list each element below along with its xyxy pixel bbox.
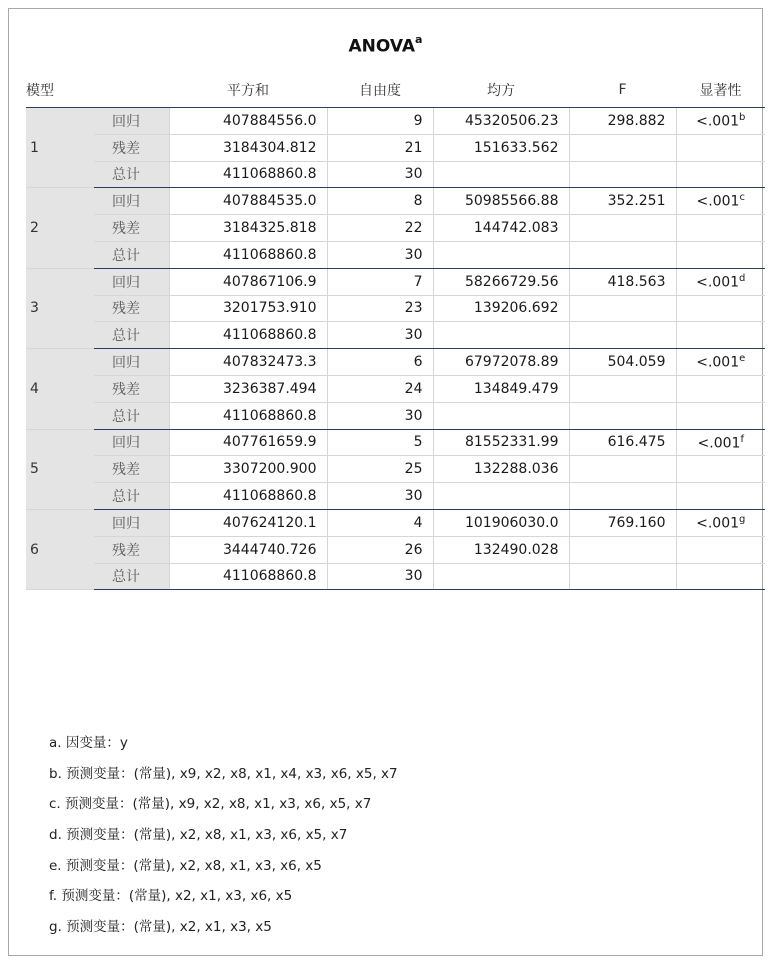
row-label [94,483,169,510]
footnote-item: d. 预测变量：(常量), x2, x8, x1, x3, x6, x5, x7 [49,827,348,844]
cell-sum-of-squares-text: 411068860.8 [222,327,317,344]
cell-mean-square-text: 139206.692 [473,300,559,317]
model-number [26,268,94,348]
cell-f-text: 504.059 [607,354,666,371]
table-row [26,429,765,456]
cell-f-text: 352.251 [607,193,666,210]
row-label [94,108,169,135]
cell-mean-square [433,402,569,429]
cell-sum-of-squares [169,161,327,188]
cell-sum-of-squares [169,536,327,563]
cell-f [569,375,676,402]
row-label [94,509,169,536]
cell-df [327,509,433,536]
cell-df-text: 24 [404,380,423,397]
cell-mean-square-text: 151633.562 [473,139,559,156]
cell-sum-of-squares [169,134,327,161]
cell-sum-of-squares-text: 407867106.9 [222,273,317,290]
cell-sum-of-squares [169,563,327,590]
cell-significance [676,215,765,242]
table-row [26,108,765,135]
title-footnote-marker: a [415,33,423,46]
cell-df [327,188,433,215]
cell-df-text: 30 [404,327,423,344]
cell-mean-square [433,295,569,322]
cell-sum-of-squares [169,188,327,215]
cell-mean-square [433,108,569,135]
significance-footnote-marker: e [739,353,746,365]
cell-significance [676,483,765,510]
header-f: F [569,72,676,108]
cell-mean-square-text: 132490.028 [473,541,559,558]
cell-df [327,456,433,483]
table-row [26,215,765,242]
cell-significance [676,268,765,295]
cell-significance [676,322,765,349]
cell-f [569,215,676,242]
row-label [94,241,169,268]
significance-footnote-marker: c [739,192,745,204]
cell-df-text: 5 [413,434,423,451]
cell-mean-square-text: 101906030.0 [464,514,559,531]
cell-mean-square-text: 144742.083 [473,220,559,237]
model-number-text: 3 [30,300,39,317]
cell-mean-square-text: 81552331.99 [464,434,559,451]
header-sum-of-squares: 平方和 [169,72,327,108]
cell-mean-square [433,563,569,590]
cell-significance [676,108,765,135]
cell-mean-square [433,322,569,349]
cell-mean-square [433,268,569,295]
header-model: 模型 [26,72,169,108]
cell-sum-of-squares [169,241,327,268]
cell-mean-square-text: 50985566.88 [464,193,559,210]
cell-df-text: 30 [404,166,423,183]
cell-df-text: 22 [404,220,423,237]
cell-sum-of-squares-text: 3307200.900 [222,461,317,478]
table-row [26,295,765,322]
cell-df [327,322,433,349]
row-label [94,161,169,188]
row-label [94,134,169,161]
cell-significance-text: <.001 [696,515,740,532]
cell-df-text: 9 [413,112,423,129]
cell-sum-of-squares [169,375,327,402]
cell-mean-square-text: 45320506.23 [464,112,559,129]
table-row [26,161,765,188]
row-label-text: 残差 [112,301,140,318]
cell-sum-of-squares [169,322,327,349]
table-row [26,241,765,268]
cell-mean-square [433,188,569,215]
cell-sum-of-squares-text: 407624120.1 [222,514,317,531]
row-label [94,456,169,483]
cell-significance-text: <.001 [696,113,740,130]
cell-df-text: 30 [404,568,423,585]
cell-f [569,268,676,295]
model-number [26,108,94,188]
model-number-text: 2 [30,220,39,237]
row-label-text: 回归 [112,515,140,532]
table-title-text: ANOVA [348,36,416,57]
cell-df [327,375,433,402]
row-label-text: 回归 [112,355,140,372]
header-df: 自由度 [327,72,433,108]
row-label [94,215,169,242]
model-number-text: 5 [30,461,39,478]
cell-significance [676,402,765,429]
cell-f [569,322,676,349]
cell-f [569,295,676,322]
cell-df [327,134,433,161]
cell-f-text: 769.160 [607,514,666,531]
cell-significance [676,375,765,402]
header-mean-square: 均方 [433,72,569,108]
cell-significance-text: <.001 [696,354,740,371]
cell-mean-square [433,349,569,376]
cell-significance [676,295,765,322]
cell-df-text: 30 [404,246,423,263]
row-label-text: 残差 [112,381,140,398]
cell-significance [676,536,765,563]
significance-footnote-marker: b [739,112,746,124]
cell-significance-text: <.001 [696,194,740,211]
footnote-item: b. 预测变量：(常量), x9, x2, x8, x1, x4, x3, x6, x5, x7 [49,765,398,782]
cell-sum-of-squares-text: 407884556.0 [222,112,317,129]
cell-significance [676,134,765,161]
row-label [94,375,169,402]
cell-mean-square-text: 67972078.89 [464,354,559,371]
cell-df-text: 4 [413,514,423,531]
footnotes [49,728,398,943]
cell-mean-square [433,536,569,563]
cell-sum-of-squares-text: 407884535.0 [222,193,317,210]
cell-sum-of-squares [169,215,327,242]
footnote-item: e. 预测变量：(常量), x2, x8, x1, x3, x6, x5 [49,857,322,874]
cell-sum-of-squares-text: 3184325.818 [222,220,317,237]
cell-significance [676,161,765,188]
cell-sum-of-squares [169,483,327,510]
row-label-text: 回归 [112,435,140,452]
table-row [26,268,765,295]
footnote-item: f. 预测变量：(常量), x2, x1, x3, x6, x5 [49,888,293,905]
cell-df-text: 6 [413,354,423,371]
footnote-item: a. 因变量：y [49,735,128,751]
model-number-text: 6 [30,541,39,558]
row-label [94,402,169,429]
cell-df [327,563,433,590]
cell-sum-of-squares [169,402,327,429]
table-row [26,456,765,483]
cell-sum-of-squares-text: 411068860.8 [222,407,317,424]
cell-df [327,536,433,563]
cell-df-text: 21 [404,139,423,156]
cell-df [327,402,433,429]
cell-f [569,402,676,429]
cell-df [327,349,433,376]
cell-mean-square [433,241,569,268]
cell-sum-of-squares-text: 3236387.494 [222,380,317,397]
cell-f-text: 418.563 [607,273,666,290]
cell-df-text: 25 [404,461,423,478]
table-row [26,188,765,215]
cell-sum-of-squares [169,108,327,135]
cell-f [569,134,676,161]
row-label [94,563,169,590]
cell-significance [676,456,765,483]
row-label-text: 残差 [112,462,140,479]
anova-table [26,72,765,590]
cell-significance-text: <.001 [696,274,740,291]
model-number [26,429,94,509]
cell-f [569,188,676,215]
row-label-text: 总计 [112,328,140,345]
cell-mean-square [433,509,569,536]
significance-footnote-marker: d [739,272,746,284]
model-number [26,509,94,589]
cell-df [327,215,433,242]
cell-sum-of-squares-text: 3444740.726 [222,541,317,558]
footnote-item: c. 预测变量：(常量), x9, x2, x8, x1, x3, x6, x5, x7 [49,796,372,813]
header-significance: 显著性 [676,72,765,108]
model-number [26,188,94,268]
cell-mean-square [433,483,569,510]
row-label [94,268,169,295]
cell-sum-of-squares [169,509,327,536]
cell-sum-of-squares-text: 3184304.812 [222,139,317,156]
cell-significance [676,563,765,590]
cell-df [327,161,433,188]
cell-sum-of-squares-text: 411068860.8 [222,246,317,263]
table-row [26,536,765,563]
row-label [94,536,169,563]
cell-df-text: 8 [413,193,423,210]
model-number-text: 4 [30,380,39,397]
cell-mean-square [433,375,569,402]
row-label [94,349,169,376]
cell-significance [676,429,765,456]
table-row [26,509,765,536]
table-row [26,375,765,402]
anova-output-frame [8,8,763,956]
row-label-text: 残差 [112,542,140,559]
row-label-text: 总计 [112,408,140,425]
cell-sum-of-squares-text: 411068860.8 [222,488,317,505]
table-row [26,134,765,161]
cell-sum-of-squares [169,268,327,295]
cell-sum-of-squares-text: 411068860.8 [222,166,317,183]
cell-f [569,509,676,536]
cell-mean-square [433,456,569,483]
row-label [94,429,169,456]
cell-significance [676,188,765,215]
model-number [26,349,94,429]
row-label-text: 回归 [112,194,140,211]
row-label-text: 残差 [112,221,140,238]
table-row [26,483,765,510]
cell-sum-of-squares [169,456,327,483]
table-row [26,322,765,349]
table-row [26,563,765,590]
cell-significance-text: <.001 [697,435,741,452]
header-row [26,72,765,108]
row-label-text: 总计 [112,167,140,184]
cell-f [569,429,676,456]
cell-df [327,483,433,510]
cell-mean-square [433,429,569,456]
cell-f [569,483,676,510]
cell-mean-square-text: 58266729.56 [464,273,559,290]
row-label-text: 总计 [112,489,140,506]
model-number-text: 1 [30,139,39,156]
cell-f [569,536,676,563]
cell-f [569,241,676,268]
cell-mean-square [433,134,569,161]
cell-df [327,108,433,135]
cell-df-text: 23 [404,300,423,317]
cell-f [569,108,676,135]
row-label-text: 回归 [112,113,140,130]
cell-df [327,268,433,295]
cell-df-text: 7 [413,273,423,290]
significance-footnote-marker: f [740,433,744,445]
cell-f-text: 298.882 [607,112,666,129]
cell-f [569,349,676,376]
row-label-text: 残差 [112,140,140,157]
cell-sum-of-squares [169,349,327,376]
cell-significance [676,241,765,268]
table-row [26,402,765,429]
row-label [94,188,169,215]
cell-sum-of-squares-text: 3201753.910 [222,300,317,317]
row-label-text: 总计 [112,569,140,586]
cell-mean-square-text: 132288.036 [473,461,559,478]
footnote-item: g. 预测变量：(常量), x2, x1, x3, x5 [49,919,272,936]
cell-sum-of-squares [169,295,327,322]
cell-df-text: 30 [404,488,423,505]
cell-f [569,161,676,188]
cell-f [569,563,676,590]
row-label-text: 总计 [112,247,140,264]
cell-f-text: 616.475 [607,434,666,451]
cell-significance [676,509,765,536]
row-label [94,322,169,349]
cell-df [327,295,433,322]
table-row [26,349,765,376]
cell-sum-of-squares-text: 411068860.8 [222,568,317,585]
cell-sum-of-squares [169,429,327,456]
row-label-text: 回归 [112,274,140,291]
row-label [94,295,169,322]
cell-significance [676,349,765,376]
cell-sum-of-squares-text: 407761659.9 [222,434,317,451]
cell-sum-of-squares-text: 407832473.3 [222,354,317,371]
cell-df [327,429,433,456]
cell-mean-square [433,215,569,242]
significance-footnote-marker: g [739,514,746,526]
cell-df-text: 30 [404,407,423,424]
cell-df-text: 26 [404,541,423,558]
cell-df [327,241,433,268]
cell-f [569,456,676,483]
table-title [9,35,762,57]
cell-mean-square-text: 134849.479 [473,380,559,397]
cell-mean-square [433,161,569,188]
table-body [26,108,765,590]
